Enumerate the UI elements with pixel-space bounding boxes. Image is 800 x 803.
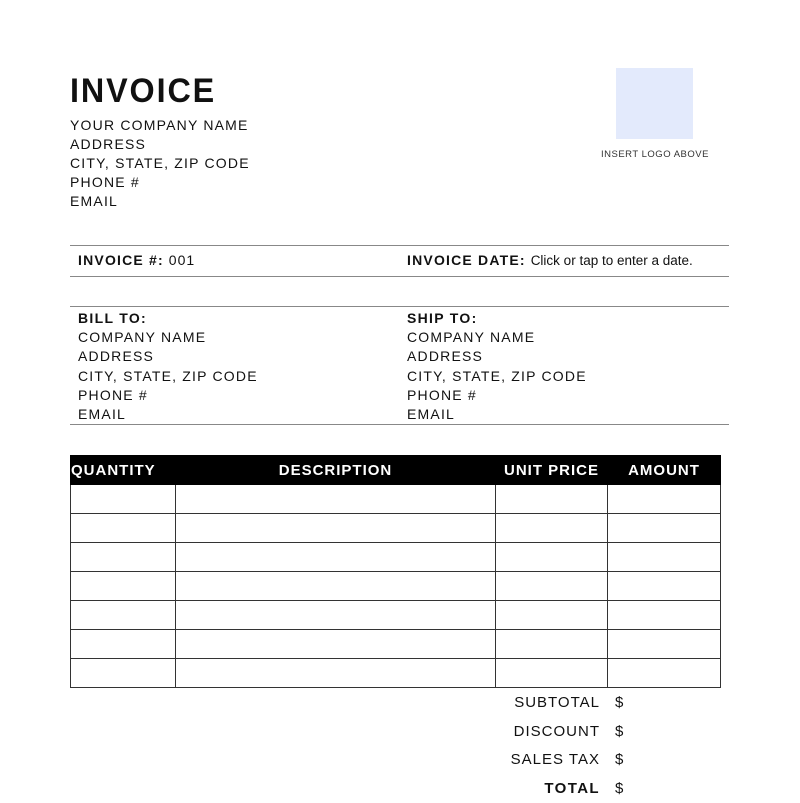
company-phone: PHONE # [70,173,250,192]
column-header-amount: AMOUNT [608,456,721,485]
bill-to-address[interactable]: ADDRESS [78,347,258,366]
company-info [70,116,250,211]
sales-tax-currency[interactable]: $ [615,746,624,775]
bill-to-phone[interactable]: PHONE # [78,386,258,405]
quantity-cell[interactable] [71,514,176,543]
bill-to-block [78,309,258,424]
ship-to-phone[interactable]: PHONE # [407,386,587,405]
table-row [71,543,721,572]
table-row [71,659,721,688]
logo-caption: INSERT LOGO ABOVE [601,149,709,160]
invoice-number-value[interactable]: 001 [169,252,195,268]
amount-cell[interactable] [608,601,721,630]
unit-price-cell[interactable] [496,543,608,572]
company-address: ADDRESS [70,135,250,154]
subtotal-currency[interactable]: $ [615,689,624,718]
quantity-cell[interactable] [71,543,176,572]
table-row [71,630,721,659]
description-cell[interactable] [176,601,496,630]
ship-to-email[interactable]: EMAIL [407,405,587,424]
discount-row [500,718,640,747]
invoice-number-label: INVOICE #: [78,252,164,268]
discount-label: DISCOUNT [514,718,600,747]
invoice-number [78,252,195,268]
table-row [71,514,721,543]
description-cell[interactable] [176,543,496,572]
amount-cell[interactable] [608,572,721,601]
divider [70,424,729,425]
invoice-date [407,252,693,268]
unit-price-cell[interactable] [496,659,608,688]
company-email: EMAIL [70,192,250,211]
column-header-quantity: QUANTITY [71,456,176,485]
invoice-title: INVOICE [70,72,216,111]
unit-price-cell[interactable] [496,630,608,659]
table-row [71,601,721,630]
table-row [71,485,721,514]
ship-to-company[interactable]: COMPANY NAME [407,328,587,347]
discount-currency[interactable]: $ [615,718,624,747]
ship-to-city-state-zip[interactable]: CITY, STATE, ZIP CODE [407,367,587,386]
total-label: TOTAL [544,775,600,803]
invoice-date-field[interactable]: Click or tap to enter a date. [531,253,693,268]
ship-to-address[interactable]: ADDRESS [407,347,587,366]
sales-tax-label: SALES TAX [511,746,600,775]
unit-price-cell[interactable] [496,601,608,630]
divider [70,245,729,246]
total-row [500,775,640,803]
amount-cell[interactable] [608,514,721,543]
items-table [70,455,721,688]
description-cell[interactable] [176,572,496,601]
items-table-header [71,456,721,485]
quantity-cell[interactable] [71,601,176,630]
description-cell[interactable] [176,514,496,543]
subtotal-row [500,689,640,718]
bill-to-heading: BILL TO: [78,309,258,328]
total-currency[interactable]: $ [615,775,624,803]
amount-cell[interactable] [608,659,721,688]
bill-to-city-state-zip[interactable]: CITY, STATE, ZIP CODE [78,367,258,386]
bill-to-company[interactable]: COMPANY NAME [78,328,258,347]
divider [70,306,729,307]
description-cell[interactable] [176,659,496,688]
ship-to-block [407,309,587,424]
bill-to-email[interactable]: EMAIL [78,405,258,424]
ship-to-heading: SHIP TO: [407,309,587,328]
totals-block [500,689,640,803]
quantity-cell[interactable] [71,630,176,659]
sales-tax-row [500,746,640,775]
logo-placeholder[interactable] [616,68,693,139]
quantity-cell[interactable] [71,485,176,514]
invoice-date-label: INVOICE DATE: [407,252,526,268]
unit-price-cell[interactable] [496,514,608,543]
quantity-cell[interactable] [71,572,176,601]
table-row [71,572,721,601]
column-header-unit-price: UNIT PRICE [496,456,608,485]
column-header-description: DESCRIPTION [176,456,496,485]
quantity-cell[interactable] [71,659,176,688]
description-cell[interactable] [176,630,496,659]
subtotal-label: SUBTOTAL [514,689,600,718]
company-name: YOUR COMPANY NAME [70,116,250,135]
description-cell[interactable] [176,485,496,514]
divider [70,276,729,277]
unit-price-cell[interactable] [496,485,608,514]
company-city-state-zip: CITY, STATE, ZIP CODE [70,154,250,173]
unit-price-cell[interactable] [496,572,608,601]
amount-cell[interactable] [608,485,721,514]
amount-cell[interactable] [608,543,721,572]
amount-cell[interactable] [608,630,721,659]
